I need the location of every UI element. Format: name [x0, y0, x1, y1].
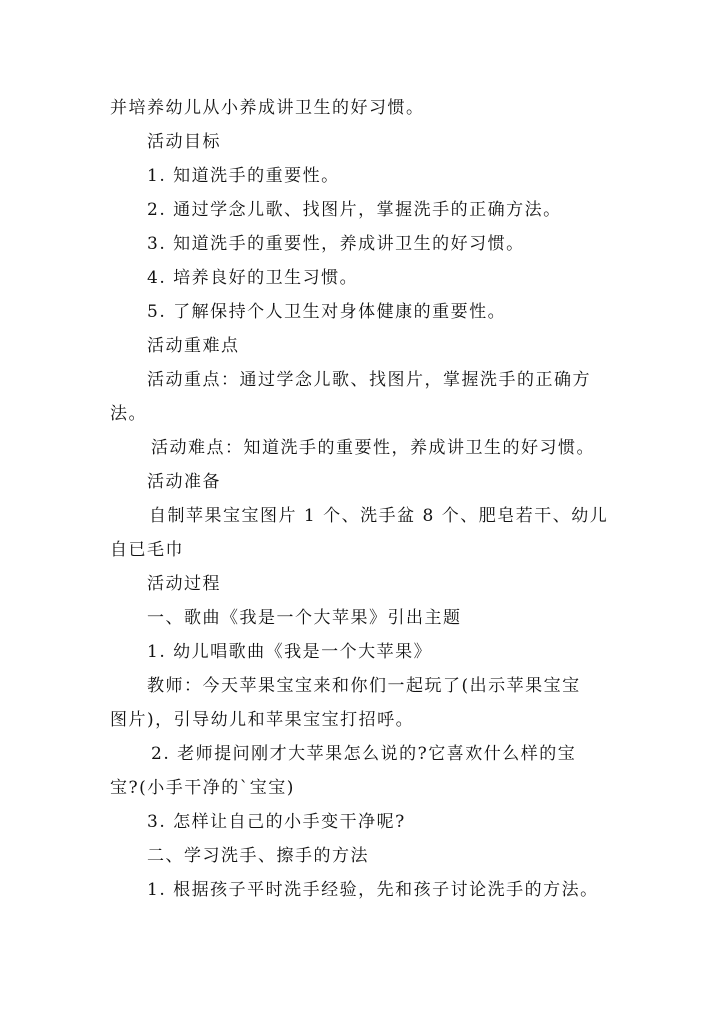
text-line: 活动难点：知道洗手的重要性，养成讲卫生的好习惯。: [151, 438, 595, 458]
section-heading-process: 活动过程: [147, 574, 221, 594]
text-line: 自已毛巾: [110, 540, 184, 560]
list-item: 3. 知道洗手的重要性，养成讲卫生的好习惯。: [147, 234, 525, 254]
list-item: 5. 了解保持个人卫生对身体健康的重要性。: [147, 302, 507, 322]
list-item: 2. 老师提问刚才大苹果怎么说的?它喜欢什么样的宝: [151, 744, 577, 764]
text-line: 教师：今天苹果宝宝来和你们一起玩了(出示苹果宝宝: [147, 676, 581, 696]
text-line: 图片)，引导幼儿和苹果宝宝打招呼。: [110, 710, 415, 730]
text-line: 自制苹果宝宝图片 1 个、洗手盆 8 个、肥皂若干、幼儿: [149, 506, 609, 526]
section-heading-preparation: 活动准备: [147, 472, 221, 492]
list-item: 1. 根据孩子平时洗手经验，先和孩子讨论洗手的方法。: [147, 880, 599, 900]
subheading: 二、学习洗手、擦手的方法: [147, 846, 369, 866]
text-line: 并培养幼儿从小养成讲卫生的好习惯。: [110, 98, 425, 118]
text-line: 法。: [110, 404, 147, 424]
list-item: 2. 通过学念儿歌、找图片，掌握洗手的正确方法。: [147, 200, 562, 220]
text-line: 活动重点：通过学念儿歌、找图片，掌握洗手的正确方: [147, 370, 591, 390]
list-item: 3. 怎样让自己的小手变干净呢?: [147, 812, 406, 832]
text-line: 宝?(小手干净的`宝宝): [110, 778, 295, 798]
list-item: 4. 培养良好的卫生习惯。: [147, 268, 359, 288]
list-item: 1. 幼儿唱歌曲《我是一个大苹果》: [147, 642, 433, 662]
list-item: 1. 知道洗手的重要性。: [147, 166, 340, 186]
subheading: 一、歌曲《我是一个大苹果》引出主题: [147, 608, 462, 628]
section-heading-key-points: 活动重难点: [147, 336, 240, 356]
section-heading-goals: 活动目标: [147, 132, 221, 152]
